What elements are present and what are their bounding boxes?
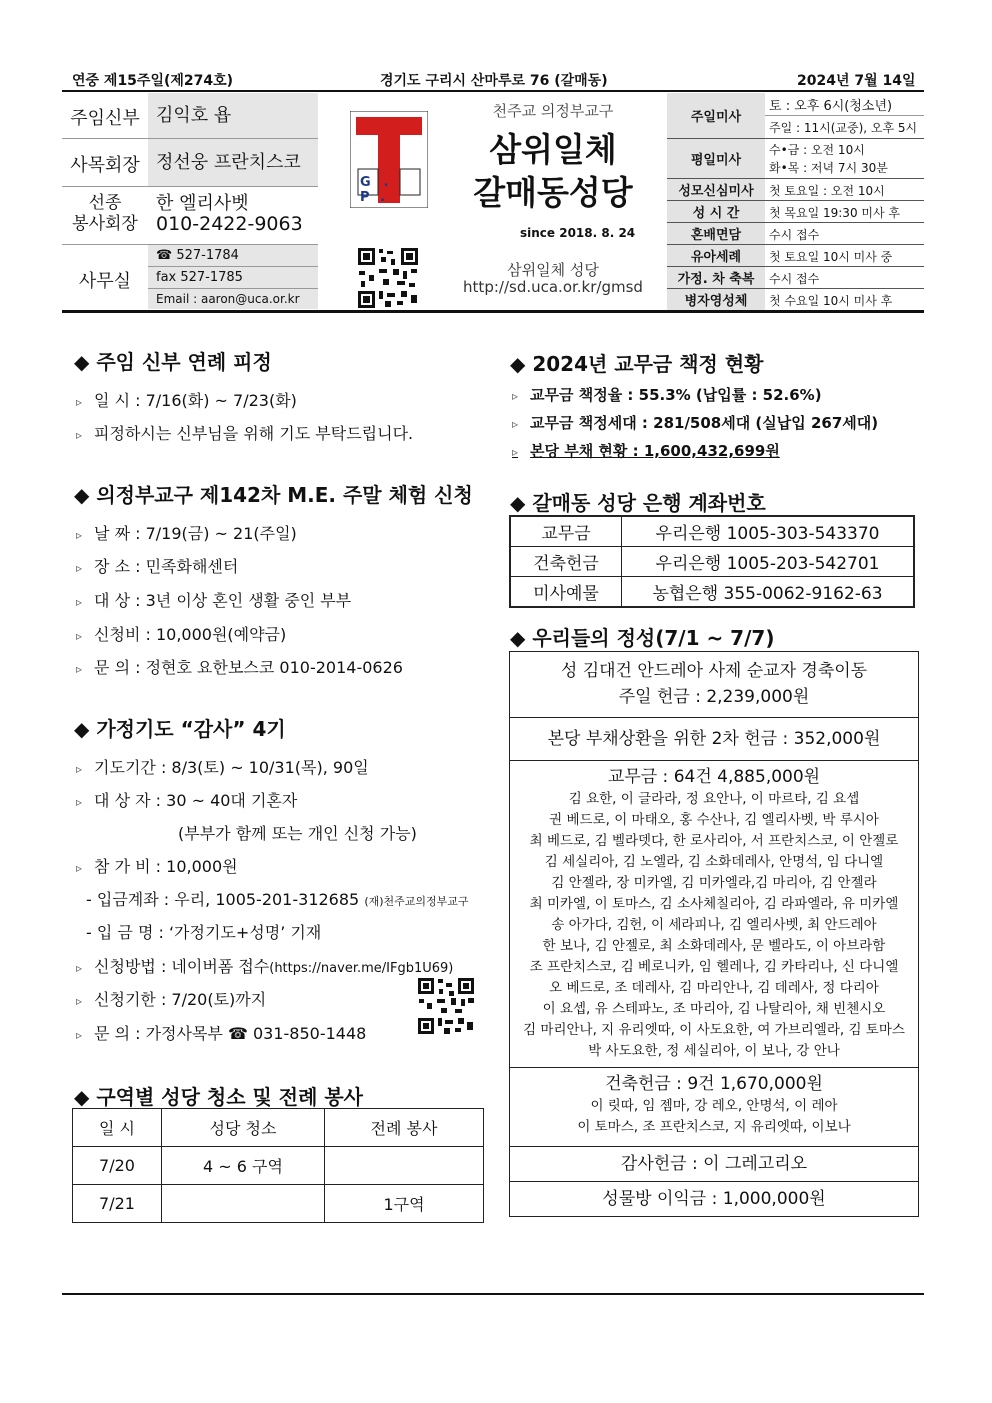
qr-code-icon <box>417 977 475 1035</box>
list-item: ▹ 날 짜 : 7/19(금) ~ 21(주일) <box>76 524 297 543</box>
table-header-row <box>73 1109 484 1147</box>
mass-value: 수시 접수 <box>769 272 820 286</box>
parish-logo <box>350 111 428 208</box>
donor-names <box>510 789 918 1062</box>
mass-label: 가정. 차 축복 <box>667 267 765 288</box>
name-line: 이 토마스, 조 프란치스코, 지 유리엣따, 이보나 <box>577 1119 851 1135</box>
name-line: 최 미카엘, 이 토마스, 김 소사체칠리아, 김 라파엘라, 유 미카엘 <box>529 896 899 912</box>
mass-label: 병자영성체 <box>667 289 765 310</box>
list-item: ▹ 일 시 : 7/16(화) ~ 7/23(화) <box>76 391 297 410</box>
top-rule <box>62 90 924 92</box>
list-item: ▹ 기도기간 : 8/3(토) ~ 10/31(목), 90일 <box>76 758 369 777</box>
offering-block <box>510 761 918 1068</box>
staff-value: 정선웅 프란치스코 <box>148 139 318 186</box>
name-line: 김 요한, 이 글라라, 정 요안나, 이 마르타, 김 요셉 <box>568 791 860 807</box>
offerings-box <box>509 651 919 1217</box>
mass-value: 토 : 오후 6시(청소년) <box>769 99 893 114</box>
staff-row-funeral <box>62 187 318 245</box>
staff-value: 한 엘리사벳 <box>156 193 249 214</box>
cleaning-table <box>72 1108 484 1223</box>
site-name: 삼위일체 성당 <box>507 261 599 279</box>
parish-name-1: 삼위일체 <box>489 130 617 169</box>
table-row <box>510 547 914 577</box>
section-title-offerings: ◆ 우리들의 정성(7/1 ~ 7/7) <box>510 626 775 650</box>
mass-label: 성 시 간 <box>667 201 765 222</box>
bank-table <box>509 515 915 608</box>
staff-label: 주임신부 <box>70 108 140 129</box>
mass-row <box>667 139 924 179</box>
mass-value: 첫 목요일 19:30 미사 후 <box>769 206 900 220</box>
mass-label: 혼배면담 <box>667 223 765 244</box>
mass-value: 첫 토요일 : 오전 10시 <box>769 184 885 198</box>
table-cell: 4 ~ 6 구역 <box>162 1147 325 1185</box>
table-cell: 우리은행 1005-303-543370 <box>622 516 915 547</box>
staff-row-council <box>62 139 318 187</box>
table-cell: 미사예물 <box>510 577 622 608</box>
mass-label: 유아세례 <box>667 245 765 266</box>
name-line: 이 릿따, 임 젬마, 강 레오, 안명석, 이 레아 <box>590 1098 838 1114</box>
mass-row <box>667 223 924 245</box>
section-title-retreat: ◆ 주임 신부 연례 피정 <box>74 350 272 374</box>
list-item: ▹ 문 의 : 정현호 요한보스코 010-2014-0626 <box>76 658 403 677</box>
mass-label: 평일미사 <box>667 139 765 178</box>
mass-label: 주일미사 <box>667 93 765 138</box>
name-line: 김 마리안나, 지 유리엣따, 이 사도요한, 여 가브리엘라, 김 토마스 <box>523 1022 905 1038</box>
mass-value: 수시 접수 <box>769 228 820 242</box>
offering-text: 주일 헌금 : 2,239,000원 <box>618 687 810 707</box>
date-label: 2024년 7월 14일 <box>797 73 916 89</box>
list-item: ▹ 신청기한 : 7/20(토)까지 <box>76 990 267 1009</box>
table-cell: 7/21 <box>73 1185 162 1223</box>
issue-label: 연중 제15주일(제274호) <box>72 73 234 89</box>
list-item: ▹ 대 상 : 3년 이상 혼인 생활 중인 부부 <box>76 591 352 610</box>
name-line: 김 세실리아, 김 노엘라, 김 소화데레사, 안명석, 임 다니엘 <box>544 854 884 870</box>
offering-block: 본당 부채상환을 위한 2차 헌금 : 352,000원 <box>510 718 918 761</box>
table-row <box>510 577 914 608</box>
name-line: 최 베드로, 김 벨라뎃다, 한 로사리아, 서 프란치스코, 이 안젤로 <box>529 833 899 849</box>
list-item: ▹ 문 의 : 가정사목부 ☎ 031-850-1448 <box>76 1024 367 1043</box>
mass-value: 첫 토요일 10시 미사 중 <box>769 250 893 264</box>
office-label: 사무실 <box>78 271 132 292</box>
offering-title: 교무금 : 64건 4,885,000원 <box>607 767 821 787</box>
list-item: ▹ 교무금 책정율 : 55.3% (납입률 : 52.6%) <box>512 386 822 404</box>
table-row <box>73 1147 484 1185</box>
mass-value: 주일 : 11시(교중), 오후 5시 <box>769 121 918 135</box>
logo-letters: G. P. <box>360 175 402 205</box>
name-line: 권 베드로, 이 마태오, 홍 수산나, 김 엘리사벳, 박 루시아 <box>549 812 879 828</box>
mass-row <box>667 267 924 289</box>
list-item: ▹ 신청방법 : 네이버폼 접수(https://naver.me/IFgb1U69) <box>76 957 454 976</box>
name-line: 송 아가다, 김헌, 이 세라피나, 김 엘리사벳, 최 안드레아 <box>551 917 877 933</box>
name-line: 박 사도요한, 정 세실리아, 이 보나, 강 안나 <box>588 1043 840 1059</box>
mass-label: 성모신심미사 <box>667 179 765 200</box>
staff-label: 사목회장 <box>70 155 140 176</box>
staff-value: 김익호 욥 <box>148 93 318 138</box>
name-line: 오 베드로, 조 데레사, 김 마리안나, 김 데레사, 정 다리아 <box>549 980 879 996</box>
offering-text: 성 김대건 안드레아 사제 순교자 경축이동 <box>560 661 868 681</box>
table-cell <box>325 1147 484 1185</box>
offering-block <box>510 1068 918 1147</box>
site-url[interactable]: http://sd.uca.or.kr/gmsd <box>463 278 643 296</box>
list-item-note: (부부가 함께 또는 개인 신청 가능) <box>178 824 417 843</box>
list-item: ▹ 피정하시는 신부님을 위해 기도 부탁드립니다. <box>76 424 414 443</box>
mass-row <box>667 179 924 201</box>
list-item: - 입금계좌 : 우리, 1005-201-312685 (재)천주교의정부교구 <box>86 890 469 909</box>
staff-row-pastor <box>62 93 318 139</box>
mass-row <box>667 93 924 139</box>
mass-value: 첫 수요일 10시 미사 후 <box>769 294 893 308</box>
name-line: 김 안젤라, 장 미카엘, 김 미카엘라,김 마리아, 김 안젤라 <box>551 875 877 891</box>
table-cell: 농협은행 355-0062-9162-63 <box>622 577 915 608</box>
staff-label: 선종 봉사회장 <box>72 193 138 234</box>
offering-title: 건축헌금 : 9건 1,670,000원 <box>605 1074 823 1094</box>
name-line: 한 보나, 김 안젤로, 최 소화데레사, 문 벨라도, 이 아브라함 <box>542 938 886 954</box>
account-holder: (재)천주교의정부교구 <box>364 895 469 908</box>
table-cell: 교무금 <box>510 516 622 547</box>
offering-block: 감사헌금 : 이 그레고리오 <box>510 1147 918 1182</box>
section-title-family-prayer: ◆ 가정기도 “감사” 4기 <box>74 717 286 741</box>
header-rule <box>62 310 924 313</box>
office-row <box>62 245 318 309</box>
table-cell: 7/20 <box>73 1147 162 1185</box>
section-title-me: ◆ 의정부교구 제142차 M.E. 주말 체험 신청 <box>74 483 473 507</box>
office-tel: ☎ 527-1784 <box>148 245 318 267</box>
mass-row <box>667 201 924 223</box>
since-label: since 2018. 8. 24 <box>520 226 636 240</box>
form-url[interactable]: (https://naver.me/IFgb1U69) <box>269 961 454 976</box>
list-item: ▹ 대 상 자 : 30 ~ 40대 기혼자 <box>76 791 298 810</box>
section-title-bank: ◆ 갈매동 성당 은행 계좌번호 <box>510 491 766 515</box>
parish-name-2: 갈매동성당 <box>473 173 633 212</box>
mass-row <box>667 245 924 267</box>
table-cell: 1구역 <box>325 1185 484 1223</box>
list-item: ▹ 교무금 책정세대 : 281/508세대 (실납입 267세대) <box>512 414 879 432</box>
office-email: Email : aaron@uca.or.kr <box>148 289 318 309</box>
mass-row <box>667 289 924 310</box>
table-cell <box>162 1185 325 1223</box>
list-item: ▹ 장 소 : 민족화해센터 <box>76 557 239 576</box>
list-item: ▹ 본당 부채 현황 : 1,600,432,699원 <box>512 442 780 460</box>
address-label: 경기도 구리시 산마루로 76 (갈매동) <box>380 73 608 89</box>
offering-block <box>510 652 918 718</box>
offering-block: 성물방 이익금 : 1,000,000원 <box>602 1189 826 1209</box>
office-fax: fax 527-1785 <box>148 267 318 289</box>
table-row <box>510 516 914 547</box>
list-item: ▹ 신청비 : 10,000원(예약금) <box>76 625 287 644</box>
list-item: - 입 금 명 : ‘가정기도+성명’ 기재 <box>86 923 322 942</box>
staff-phone: 010-2422-9063 <box>156 213 303 235</box>
table-row <box>73 1185 484 1223</box>
table-cell: 우리은행 1005-203-542701 <box>622 547 915 577</box>
mass-value: 수•금 : 오전 10시 <box>769 143 865 157</box>
name-line: 조 프란치스코, 김 베로니카, 임 헬레나, 김 카타리나, 신 다니엘 <box>529 959 899 975</box>
name-line: 이 요셉, 유 스테파노, 조 마리아, 김 나탈리아, 채 빈첸시오 <box>542 1001 886 1017</box>
staff-panel <box>62 93 318 310</box>
section-title-cleaning: ◆ 구역별 성당 청소 및 전례 봉사 <box>74 1085 363 1109</box>
section-title-dues: ◆ 2024년 교무금 책정 현황 <box>510 352 764 376</box>
table-header: 일 시 <box>73 1109 162 1147</box>
table-header: 성당 청소 <box>162 1109 325 1147</box>
mass-times-table <box>667 93 924 310</box>
diocese-label: 천주교 의정부교구 <box>492 102 614 120</box>
qr-code-icon <box>357 247 419 309</box>
footer-rule <box>62 1293 924 1295</box>
list-item: ▹ 참 가 비 : 10,000원 <box>76 857 238 876</box>
mass-value: 화•목 : 저녁 7시 30분 <box>769 161 888 175</box>
table-cell: 건축헌금 <box>510 547 622 577</box>
table-header: 전례 봉사 <box>325 1109 484 1147</box>
